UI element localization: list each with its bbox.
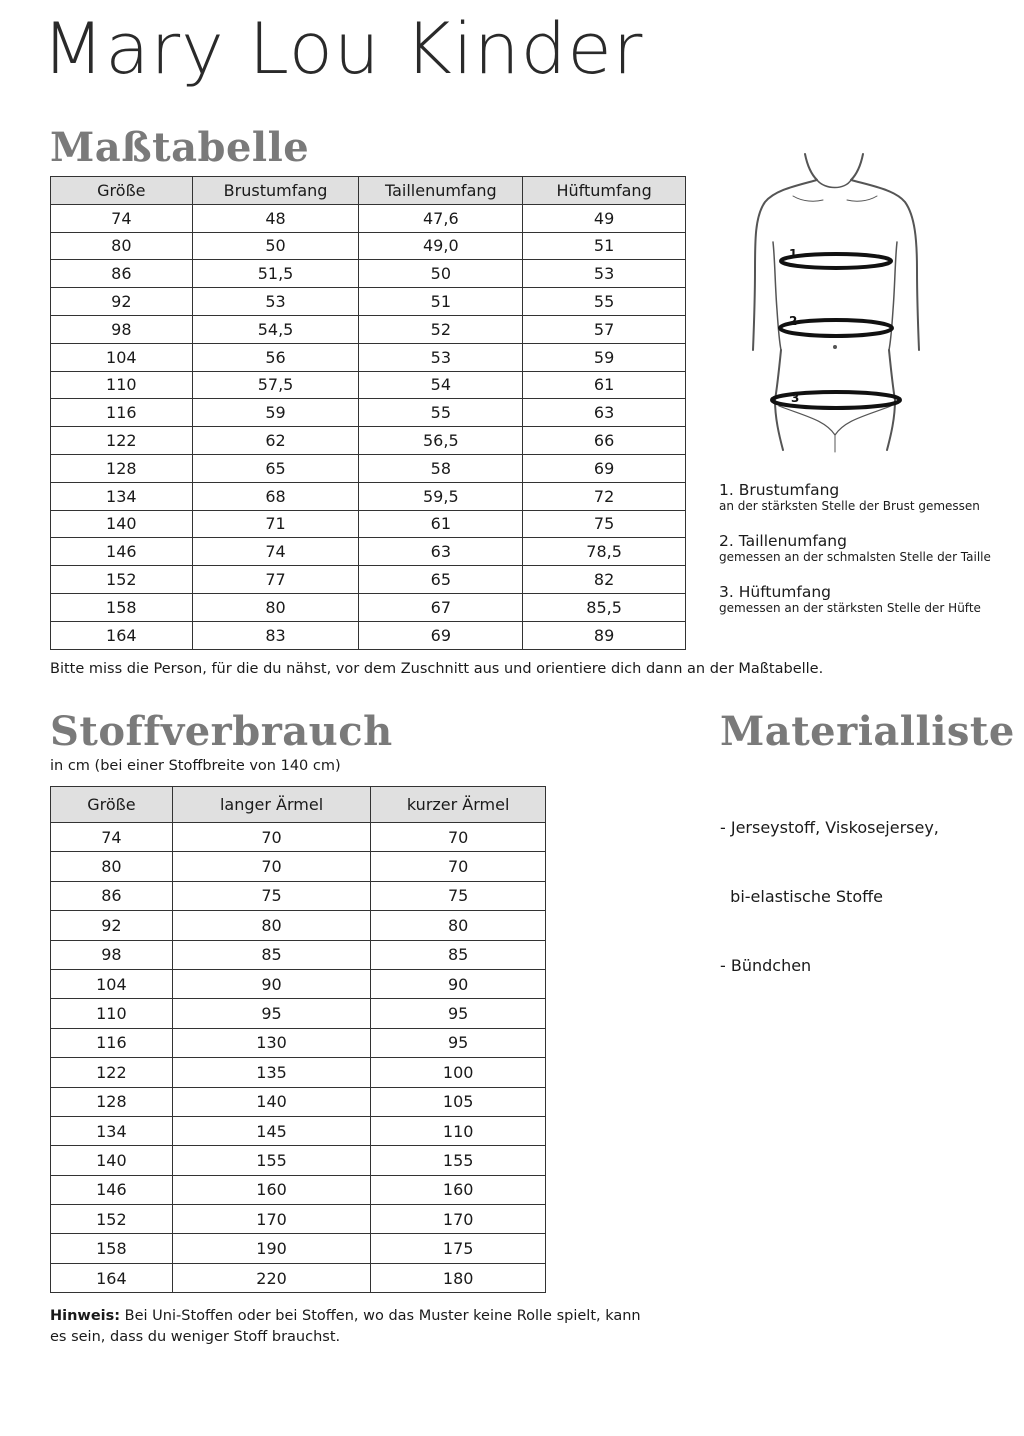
table-cell: 53 (523, 260, 686, 288)
fabric-subtitle: in cm (bei einer Stoffbreite von 140 cm) (50, 758, 341, 774)
table-cell: 51 (523, 232, 686, 260)
table-cell: 53 (192, 288, 359, 316)
table-cell: 105 (371, 1087, 546, 1116)
marker-1: 1 (789, 247, 798, 261)
table-cell: 85,5 (523, 593, 686, 621)
fabric-row (51, 1058, 546, 1087)
measure-title: Maßtabelle (50, 124, 310, 171)
fabric-row (51, 852, 546, 881)
table-cell: 56,5 (359, 427, 523, 455)
fabric-row (51, 969, 546, 998)
table-cell: 59,5 (359, 482, 523, 510)
measure-row (51, 204, 686, 232)
materials-item: - Jerseystoff, Viskosejersey, (720, 818, 939, 837)
table-cell: 48 (192, 204, 359, 232)
table-cell: 160 (172, 1175, 371, 1204)
measure-table (50, 176, 686, 650)
fabric-table (50, 786, 546, 1293)
measure-row (51, 621, 686, 649)
table-cell: 70 (371, 852, 546, 881)
table-cell: 95 (371, 1028, 546, 1057)
fabric-row (51, 1205, 546, 1234)
table-cell: 68 (192, 482, 359, 510)
table-cell: 71 (192, 510, 359, 538)
table-cell: 86 (51, 260, 193, 288)
table-cell: 49,0 (359, 232, 523, 260)
table-cell: 49 (523, 204, 686, 232)
hint-label: Hinweis: (50, 1308, 121, 1324)
fabric-row (51, 823, 546, 852)
fabric-row (51, 940, 546, 969)
table-cell: 134 (51, 1116, 173, 1145)
fabric-header-cell: langer Ärmel (172, 787, 371, 823)
table-cell: 55 (523, 288, 686, 316)
fabric-row (51, 881, 546, 910)
table-cell: 53 (359, 343, 523, 371)
measure-row (51, 260, 686, 288)
table-cell: 80 (172, 911, 371, 940)
table-cell: 75 (172, 881, 371, 910)
table-cell: 145 (172, 1116, 371, 1145)
table-cell: 190 (172, 1234, 371, 1263)
table-cell: 70 (172, 852, 371, 881)
measure-row (51, 566, 686, 594)
measure-row (51, 593, 686, 621)
table-cell: 98 (51, 315, 193, 343)
table-cell: 175 (371, 1234, 546, 1263)
table-cell: 152 (51, 1205, 173, 1234)
measure-header-cell: Größe (51, 177, 193, 205)
table-cell: 95 (371, 999, 546, 1028)
table-cell: 110 (51, 371, 193, 399)
measure-row (51, 454, 686, 482)
marker-3: 3 (791, 391, 800, 405)
table-cell: 74 (192, 538, 359, 566)
table-cell: 170 (371, 1205, 546, 1234)
fabric-header-row (51, 787, 546, 823)
measure-row (51, 482, 686, 510)
table-cell: 82 (523, 566, 686, 594)
table-cell: 146 (51, 1175, 173, 1204)
fabric-row (51, 911, 546, 940)
materials-list (720, 770, 939, 1000)
table-cell: 63 (359, 538, 523, 566)
hint-text: es sein, dass du weniger Stoff brauchst. (50, 1329, 341, 1345)
fabric-header-cell: kurzer Ärmel (371, 787, 546, 823)
table-cell: 75 (371, 881, 546, 910)
table-cell: 140 (51, 1146, 173, 1175)
table-cell: 180 (371, 1263, 546, 1292)
table-cell: 74 (51, 204, 193, 232)
table-cell: 90 (371, 969, 546, 998)
measure-row (51, 371, 686, 399)
measure-header-cell: Brustumfang (192, 177, 359, 205)
table-cell: 78,5 (523, 538, 686, 566)
table-cell: 61 (359, 510, 523, 538)
table-cell: 80 (371, 911, 546, 940)
table-cell: 95 (172, 999, 371, 1028)
table-cell: 85 (172, 940, 371, 969)
measure-row (51, 315, 686, 343)
brand-title: Mary Lou Kinder (42, 8, 644, 90)
body-measurement-figure (745, 150, 935, 460)
table-cell: 85 (371, 940, 546, 969)
table-cell: 55 (359, 399, 523, 427)
legend-title: 2. Taillenumfang (719, 532, 847, 550)
legend-subtitle: gemessen an der stärksten Stelle der Hüfte (719, 601, 981, 615)
table-cell: 158 (51, 593, 193, 621)
fabric-hint (50, 1306, 641, 1348)
fabric-header-cell: Größe (51, 787, 173, 823)
table-cell: 122 (51, 1058, 173, 1087)
measure-row (51, 343, 686, 371)
fabric-row (51, 999, 546, 1028)
table-cell: 134 (51, 482, 193, 510)
table-cell: 80 (51, 232, 193, 260)
fabric-title: Stoffverbrauch (50, 708, 393, 755)
table-cell: 50 (192, 232, 359, 260)
table-cell: 128 (51, 454, 193, 482)
table-cell: 63 (523, 399, 686, 427)
table-cell: 128 (51, 1087, 173, 1116)
table-cell: 52 (359, 315, 523, 343)
table-cell: 164 (51, 621, 193, 649)
table-cell: 67 (359, 593, 523, 621)
measure-row (51, 538, 686, 566)
table-cell: 158 (51, 1234, 173, 1263)
table-cell: 62 (192, 427, 359, 455)
table-cell: 66 (523, 427, 686, 455)
table-cell: 56 (192, 343, 359, 371)
fabric-row (51, 1175, 546, 1204)
table-cell: 83 (192, 621, 359, 649)
table-cell: 65 (359, 566, 523, 594)
table-cell: 170 (172, 1205, 371, 1234)
table-cell: 69 (359, 621, 523, 649)
table-cell: 116 (51, 399, 193, 427)
measure-row (51, 427, 686, 455)
table-cell: 58 (359, 454, 523, 482)
table-cell: 80 (192, 593, 359, 621)
fabric-row (51, 1028, 546, 1057)
table-cell: 140 (51, 510, 193, 538)
measure-note: Bitte miss die Person, für die du nähst, vor dem Zuschnitt aus und orientiere dich dann an der Maßtabelle. (50, 661, 824, 677)
table-cell: 164 (51, 1263, 173, 1292)
legend-title: 3. Hüftumfang (719, 583, 831, 601)
materials-title: Materialliste (720, 708, 1015, 755)
table-cell: 135 (172, 1058, 371, 1087)
fabric-row (51, 1116, 546, 1145)
table-cell: 77 (192, 566, 359, 594)
fabric-row (51, 1146, 546, 1175)
table-cell: 92 (51, 288, 193, 316)
legend-item (719, 532, 991, 564)
measure-header-row (51, 177, 686, 205)
table-cell: 220 (172, 1263, 371, 1292)
legend-item (719, 583, 981, 615)
table-cell: 116 (51, 1028, 173, 1057)
materials-item: - Bündchen (720, 956, 812, 975)
measure-row (51, 288, 686, 316)
measure-header-cell: Taillenumfang (359, 177, 523, 205)
table-cell: 70 (172, 823, 371, 852)
table-cell: 69 (523, 454, 686, 482)
table-cell: 86 (51, 881, 173, 910)
fabric-row (51, 1263, 546, 1292)
table-cell: 130 (172, 1028, 371, 1057)
measure-row (51, 510, 686, 538)
table-cell: 90 (172, 969, 371, 998)
table-cell: 155 (371, 1146, 546, 1175)
legend-subtitle: gemessen an der schmalsten Stelle der Taille (719, 550, 991, 564)
table-cell: 155 (172, 1146, 371, 1175)
table-cell: 59 (192, 399, 359, 427)
table-cell: 50 (359, 260, 523, 288)
table-cell: 47,6 (359, 204, 523, 232)
table-cell: 146 (51, 538, 193, 566)
legend-title: 1. Brustumfang (719, 481, 840, 499)
table-cell: 51 (359, 288, 523, 316)
table-cell: 57,5 (192, 371, 359, 399)
table-cell: 110 (371, 1116, 546, 1145)
table-cell: 110 (51, 999, 173, 1028)
table-cell: 75 (523, 510, 686, 538)
table-cell: 70 (371, 823, 546, 852)
table-cell: 54,5 (192, 315, 359, 343)
measure-row (51, 399, 686, 427)
table-cell: 104 (51, 969, 173, 998)
table-cell: 122 (51, 427, 193, 455)
table-cell: 160 (371, 1175, 546, 1204)
table-cell: 98 (51, 940, 173, 969)
table-cell: 61 (523, 371, 686, 399)
table-cell: 104 (51, 343, 193, 371)
table-cell: 57 (523, 315, 686, 343)
fabric-row (51, 1234, 546, 1263)
table-cell: 92 (51, 911, 173, 940)
legend-subtitle: an der stärksten Stelle der Brust gemessen (719, 499, 980, 513)
marker-2: 2 (789, 314, 798, 328)
table-cell: 51,5 (192, 260, 359, 288)
materials-item: bi-elastische Stoffe (720, 887, 883, 906)
table-cell: 100 (371, 1058, 546, 1087)
table-cell: 59 (523, 343, 686, 371)
fabric-row (51, 1087, 546, 1116)
table-cell: 74 (51, 823, 173, 852)
table-cell: 65 (192, 454, 359, 482)
table-cell: 54 (359, 371, 523, 399)
hint-text: Bei Uni-Stoffen oder bei Stoffen, wo das Muster keine Rolle spielt, kann (120, 1308, 641, 1324)
measure-row (51, 232, 686, 260)
table-cell: 89 (523, 621, 686, 649)
table-cell: 140 (172, 1087, 371, 1116)
legend-item (719, 481, 980, 513)
table-cell: 72 (523, 482, 686, 510)
measure-header-cell: Hüftumfang (523, 177, 686, 205)
table-cell: 152 (51, 566, 193, 594)
table-cell: 80 (51, 852, 173, 881)
